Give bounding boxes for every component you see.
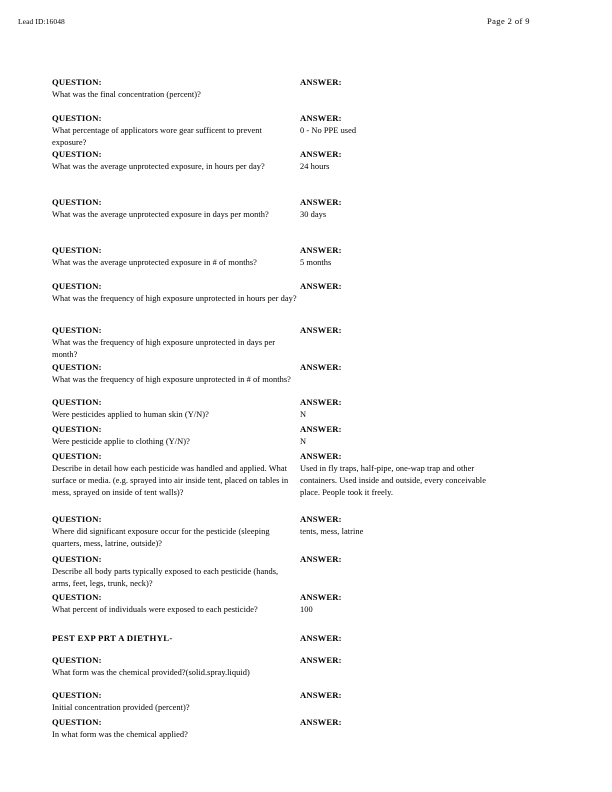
question-label: QUESTION: xyxy=(52,690,102,700)
answer-label: ANSWER: xyxy=(300,592,342,602)
question-label: QUESTION: xyxy=(52,592,102,602)
answer-text: Used in fly traps, half-pipe, one-wap trap and other xyxy=(300,463,475,473)
answer-cell xyxy=(300,689,558,702)
answer-label: ANSWER: xyxy=(300,554,342,564)
answer-label: ANSWER: xyxy=(300,690,342,700)
answer-text: 24 hours xyxy=(300,161,330,171)
question-label: QUESTION: xyxy=(52,245,102,255)
answer-label: ANSWER: xyxy=(300,514,342,524)
answer-cell xyxy=(300,553,558,566)
answer-label: ANSWER: xyxy=(300,149,342,159)
question-label: QUESTION: xyxy=(52,197,102,207)
answer-cell xyxy=(300,280,558,293)
section-title-cell xyxy=(52,632,297,645)
question-text: What was the average unprotected exposure in # of months? xyxy=(52,257,257,267)
question-text: What was the frequency of high exposure unprotected in hours per day? xyxy=(52,293,297,303)
answer-cell xyxy=(300,148,558,173)
answer-text: containers. Used inside and outside, every conceivable xyxy=(300,475,486,485)
answer-label: ANSWER: xyxy=(300,424,342,434)
answer-cell xyxy=(300,244,558,269)
answer-label: ANSWER: xyxy=(300,281,342,291)
question-cell xyxy=(52,361,297,386)
answer-cell xyxy=(300,716,558,729)
answer-cell xyxy=(300,76,558,89)
question-text: Describe all body parts typically exposed to each pesticide (hands, arms, feet, legs, trunk, neck)? xyxy=(52,566,279,588)
question-label: QUESTION: xyxy=(52,362,102,372)
answer-label: ANSWER: xyxy=(300,717,342,727)
answer-cell xyxy=(300,513,558,538)
question-cell xyxy=(52,196,297,221)
question-text: What percent of individuals were exposed to each pesticide? xyxy=(52,604,258,614)
question-label: QUESTION: xyxy=(52,514,102,524)
answer-label: ANSWER: xyxy=(300,633,342,643)
question-text: What was the frequency of high exposure unprotected in # of months? xyxy=(52,374,291,384)
question-label: QUESTION: xyxy=(52,554,102,564)
question-text: What was the average unprotected exposure, in hours per day? xyxy=(52,161,265,171)
question-label: QUESTION: xyxy=(52,424,102,434)
question-text: Were pesticides applied to human skin (Y/N)? xyxy=(52,409,209,419)
answer-cell xyxy=(300,112,558,137)
question-cell xyxy=(52,324,297,361)
question-cell xyxy=(52,654,297,679)
answer-text: place. People took it freely. xyxy=(300,487,393,497)
question-label: QUESTION: xyxy=(52,325,102,335)
answer-label: ANSWER: xyxy=(300,451,342,461)
question-label: QUESTION: xyxy=(52,113,102,123)
question-text: In what form was the chemical applied? xyxy=(52,729,188,739)
answer-cell xyxy=(300,450,558,499)
question-cell xyxy=(52,553,297,590)
question-text: What was the frequency of high exposure unprotected in days per month? xyxy=(52,337,276,359)
page-indicator: Page 2 of 9 xyxy=(487,16,530,26)
question-cell xyxy=(52,689,297,714)
question-text: What form was the chemical provided?(solid.spray.liquid) xyxy=(52,667,250,677)
answer-text: tents, mess, latrine xyxy=(300,526,364,536)
answer-text: 0 - No PPE used xyxy=(300,125,357,135)
question-text: Initial concentration provided (percent)? xyxy=(52,702,190,712)
answer-cell xyxy=(300,196,558,221)
answer-label: ANSWER: xyxy=(300,362,342,372)
answer-text: 30 days xyxy=(300,209,327,219)
question-cell xyxy=(52,716,297,741)
answer-label: ANSWER: xyxy=(300,397,342,407)
answer-cell xyxy=(300,654,558,667)
question-text: Were pesticide applie to clothing (Y/N)? xyxy=(52,436,190,446)
question-label: QUESTION: xyxy=(52,281,102,291)
question-text: What was the average unprotected exposure in days per month? xyxy=(52,209,269,219)
question-label: QUESTION: xyxy=(52,717,102,727)
question-label: QUESTION: xyxy=(52,77,102,87)
question-text: Where did significant exposure occur for the pesticide (sleeping quarters, mess, latrine, outside)? xyxy=(52,526,270,548)
question-cell xyxy=(52,513,297,550)
question-text: What was the final concentration (percent)? xyxy=(52,89,201,99)
answer-label: ANSWER: xyxy=(300,245,342,255)
answer-label: ANSWER: xyxy=(300,113,342,123)
question-cell xyxy=(52,244,297,269)
answer-text: 100 xyxy=(300,604,313,614)
question-cell xyxy=(52,396,297,421)
answer-cell xyxy=(300,324,558,337)
question-cell xyxy=(52,423,297,448)
question-cell xyxy=(52,76,297,101)
question-cell xyxy=(52,280,297,305)
answer-cell xyxy=(300,396,558,421)
question-cell xyxy=(52,591,297,616)
answer-label: ANSWER: xyxy=(300,77,342,87)
answer-text: 5 months xyxy=(300,257,332,267)
answer-label: ANSWER: xyxy=(300,197,342,207)
answer-text: N xyxy=(300,409,307,419)
question-label: QUESTION: xyxy=(52,149,102,159)
answer-cell xyxy=(300,423,558,448)
question-label: QUESTION: xyxy=(52,451,102,461)
lead-id: Lead ID:16048 xyxy=(18,17,65,26)
question-cell xyxy=(52,112,297,149)
question-cell xyxy=(52,450,297,499)
section-title: PEST EXP PRT A DIETHYL- xyxy=(52,633,173,643)
question-cell xyxy=(52,148,297,173)
answer-label: ANSWER: xyxy=(300,655,342,665)
answer-cell xyxy=(300,361,558,374)
answer-cell xyxy=(300,591,558,616)
question-label: QUESTION: xyxy=(52,655,102,665)
question-label: QUESTION: xyxy=(52,397,102,407)
section-answer-cell xyxy=(300,632,558,645)
answer-label: ANSWER: xyxy=(300,325,342,335)
question-text: Describe in detail how each pesticide was handled and applied. What surface or media. (e.g. sprayed into air inside tent, placed on tables in mess, sprayed on inside of tent walls)? xyxy=(52,463,289,497)
question-text: What percentage of applicators wore gear sufficent to prevent exposure? xyxy=(52,125,262,147)
answer-text: N xyxy=(300,436,307,446)
